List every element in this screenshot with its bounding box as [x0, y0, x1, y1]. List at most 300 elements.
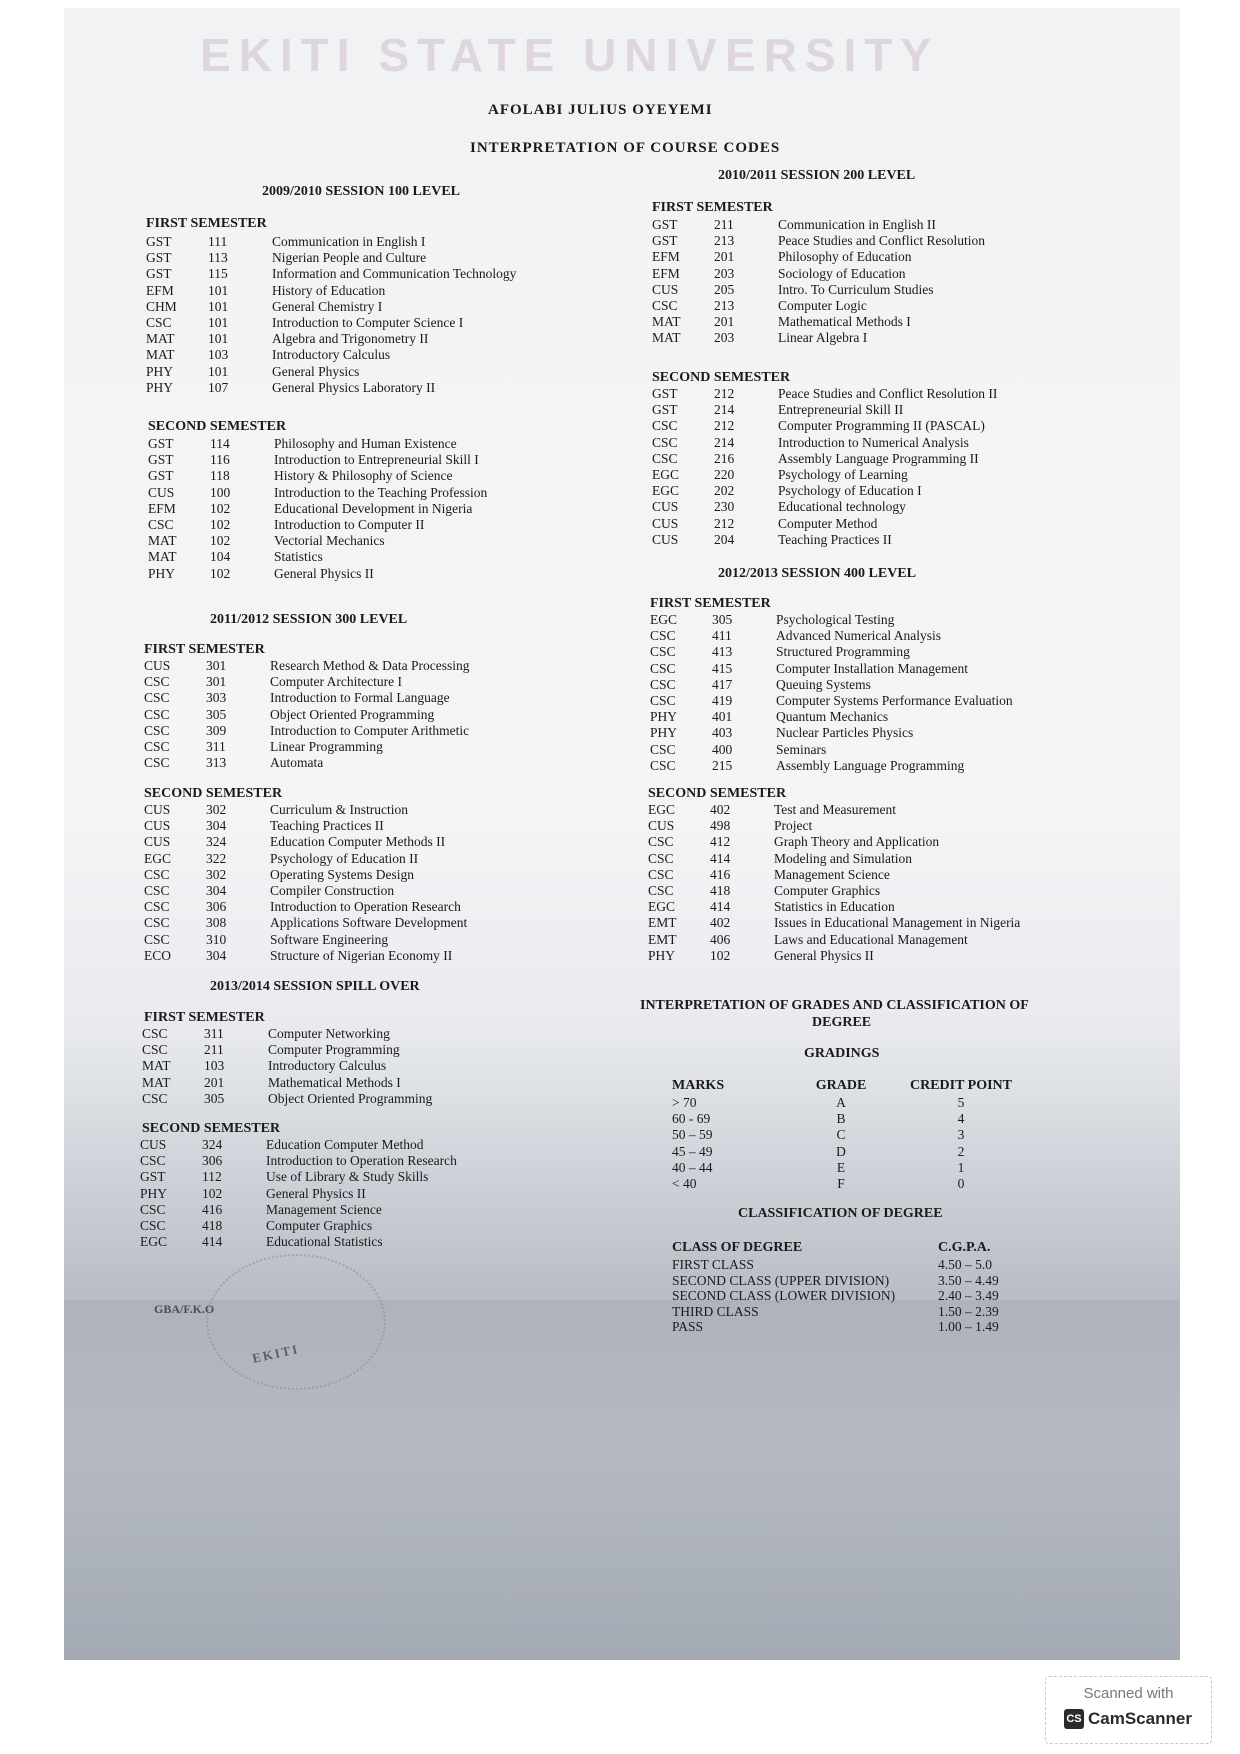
course-prefix: CSC	[144, 866, 170, 882]
course-number: 230	[714, 499, 735, 515]
course-prefix: CSC	[652, 434, 678, 450]
course-number: 324	[202, 1137, 223, 1152]
course-number: 414	[202, 1234, 223, 1250]
course-number: 308	[206, 915, 227, 931]
course-prefix: EFM	[652, 249, 680, 265]
s200-first-semester-label: FIRST SEMESTER	[652, 200, 773, 215]
course-row	[144, 674, 469, 690]
class-cell: SECOND CLASS (UPPER DIVISION)	[672, 1272, 890, 1288]
course-title: Educational Statistics	[266, 1234, 383, 1250]
course-title: Use of Library & Study Skills	[266, 1169, 429, 1185]
course-title: Computer Systems Performance Evaluation	[776, 693, 1013, 709]
spill-first-list	[142, 1026, 432, 1107]
course-prefix: PHY	[648, 947, 676, 963]
course-prefix: CSC	[144, 883, 170, 899]
course-title: Curriculum & Instruction	[270, 802, 408, 817]
course-number: 417	[712, 676, 733, 692]
course-number: 416	[202, 1201, 223, 1217]
course-row	[652, 233, 985, 249]
course-number: 322	[206, 850, 227, 866]
course-title: Introduction to Formal Language	[270, 690, 450, 706]
reference-initials: GBA/F.K.O	[154, 1302, 215, 1316]
course-row	[148, 468, 487, 484]
course-number: 402	[710, 915, 731, 931]
course-prefix: CSC	[652, 418, 678, 434]
course-row	[648, 883, 1020, 899]
classification-heading: CLASSIFICATION OF DEGREE	[738, 1206, 943, 1221]
camscanner-brand-text: CamScanner	[1088, 1709, 1192, 1728]
grade-cell: A	[836, 1095, 846, 1110]
course-row	[146, 315, 516, 331]
course-title: Management Science	[774, 866, 890, 882]
course-row	[652, 402, 997, 418]
grade-cell: B	[836, 1111, 846, 1127]
grade-row	[672, 1127, 1026, 1143]
course-title: Nuclear Particles Physics	[776, 725, 914, 741]
course-prefix: MAT	[146, 331, 175, 347]
grades-heading-line2: DEGREE	[812, 1015, 872, 1030]
course-prefix: MAT	[148, 549, 177, 565]
course-prefix: GST	[652, 233, 678, 249]
course-title: Object Oriented Programming	[268, 1090, 433, 1106]
course-title: Structured Programming	[776, 644, 910, 660]
course-prefix: ECO	[144, 947, 171, 963]
course-prefix: EGC	[650, 612, 677, 627]
course-title: Computer Architecture I	[270, 674, 402, 690]
course-row	[648, 899, 1020, 915]
marks-cell: > 70	[672, 1095, 697, 1110]
course-row	[648, 802, 1020, 818]
course-prefix: GST	[146, 234, 172, 249]
s100-first-semester-label: FIRST SEMESTER	[146, 216, 267, 231]
official-seal-stamp	[206, 1254, 386, 1390]
course-title: Introductory Calculus	[272, 347, 391, 363]
course-row	[650, 758, 1013, 774]
course-row	[142, 1042, 432, 1058]
session-300-title: 2011/2012 SESSION 300 LEVEL	[210, 612, 408, 627]
course-title: Psychology of Learning	[778, 467, 908, 483]
course-number: 201	[204, 1074, 225, 1090]
course-prefix: MAT	[142, 1058, 171, 1074]
course-row	[652, 314, 985, 330]
course-number: 113	[208, 250, 228, 266]
course-prefix: CSC	[144, 722, 170, 738]
course-number: 101	[208, 363, 229, 379]
course-number: 101	[208, 298, 229, 314]
course-row	[652, 298, 985, 314]
course-title: Statistics in Education	[774, 899, 895, 915]
page-heading: INTERPRETATION OF COURSE CODES	[470, 140, 781, 156]
course-prefix: CSC	[144, 674, 170, 690]
gradings-subheading: GRADINGS	[804, 1046, 880, 1061]
course-title: Computer Method	[778, 515, 878, 531]
course-number: 418	[710, 883, 731, 899]
course-prefix: EGC	[144, 850, 171, 866]
course-row	[140, 1234, 457, 1250]
course-title: Modeling and Simulation	[774, 850, 912, 866]
course-number: 304	[206, 818, 227, 834]
s400-first-list	[650, 612, 1013, 774]
course-number: 102	[210, 533, 231, 549]
course-row	[144, 707, 469, 723]
course-number: 304	[206, 947, 227, 963]
course-number: 102	[710, 947, 731, 963]
classification-row	[672, 1319, 999, 1335]
course-prefix: CSC	[650, 741, 676, 757]
course-row	[148, 501, 487, 517]
course-number: 306	[202, 1153, 223, 1169]
course-row	[648, 818, 1020, 834]
course-row	[140, 1169, 457, 1185]
col-cgpa: C.G.P.A.	[938, 1240, 991, 1255]
course-title: History of Education	[272, 282, 386, 298]
course-number: 102	[210, 565, 231, 581]
course-title: Assembly Language Programming II	[778, 450, 979, 466]
course-number: 220	[714, 467, 735, 483]
course-number: 204	[714, 531, 735, 547]
course-title: Intro. To Curriculum Studies	[778, 281, 934, 297]
course-title: Entrepreneurial Skill II	[778, 402, 904, 418]
course-title: Education Computer Method	[266, 1137, 424, 1152]
course-title: Compiler Construction	[270, 883, 395, 899]
course-prefix: PHY	[650, 725, 678, 741]
course-row	[144, 802, 467, 818]
course-row	[140, 1202, 457, 1218]
course-row	[650, 628, 1013, 644]
col-credit-point: CREDIT POINT	[909, 1078, 1013, 1093]
course-title: Nigerian People and Culture	[272, 250, 427, 266]
course-title: Introduction to the Teaching Profession	[274, 484, 488, 500]
course-prefix: CUS	[648, 818, 675, 834]
session-spill-title: 2013/2014 SESSION SPILL OVER	[210, 979, 420, 994]
course-row	[652, 266, 985, 282]
course-row	[144, 834, 467, 850]
course-number: 102	[202, 1185, 223, 1201]
course-prefix: CSC	[148, 517, 174, 533]
course-prefix: CSC	[140, 1201, 166, 1217]
course-prefix: CSC	[144, 899, 170, 915]
course-prefix: CUS	[148, 484, 175, 500]
course-title: General Physics II	[266, 1185, 366, 1201]
course-row	[144, 723, 469, 739]
course-row	[648, 851, 1020, 867]
course-prefix: CUS	[144, 658, 171, 673]
s100-second-list	[148, 436, 487, 582]
course-row	[144, 932, 467, 948]
watermark-banner: EKITI STATE UNIVERSITY	[200, 29, 940, 81]
course-row	[140, 1137, 457, 1153]
course-number: 104	[210, 549, 231, 565]
class-cell: THIRD CLASS	[672, 1303, 759, 1319]
course-number: 416	[710, 866, 731, 882]
marks-cell: 50 – 59	[672, 1127, 713, 1143]
course-title: Introduction to Computer II	[274, 517, 425, 533]
credit-point-cell: 1	[957, 1159, 965, 1175]
course-row	[144, 818, 467, 834]
course-row	[652, 516, 997, 532]
cgpa-cell: 2.40 – 3.49	[938, 1288, 999, 1303]
course-prefix: GST	[652, 402, 678, 418]
course-number: 118	[210, 468, 230, 484]
course-prefix: PHY	[148, 565, 176, 581]
course-title: Seminars	[776, 741, 827, 757]
course-title: Teaching Practices II	[778, 531, 892, 547]
course-row	[648, 915, 1020, 931]
course-number: 111	[208, 234, 228, 249]
course-number: 302	[206, 802, 227, 817]
course-number: 304	[206, 883, 227, 899]
s400-first-semester-label: FIRST SEMESTER	[650, 596, 771, 611]
marks-cell: 45 – 49	[672, 1143, 713, 1159]
course-row	[652, 418, 997, 434]
course-row	[144, 739, 469, 755]
course-title: Peace Studies and Conflict Resolution	[778, 233, 985, 249]
course-prefix: MAT	[146, 347, 175, 363]
course-title: Graph Theory and Application	[774, 834, 940, 850]
course-number: 401	[712, 709, 733, 725]
course-number: 115	[208, 266, 228, 282]
course-prefix: CSC	[652, 298, 678, 314]
course-title: Applications Software Development	[270, 915, 468, 931]
course-number: 101	[208, 315, 229, 331]
course-title: Linear Algebra I	[778, 330, 868, 346]
grade-cell: C	[836, 1127, 846, 1143]
credit-point-cell: 0	[957, 1176, 965, 1192]
course-prefix: EGC	[140, 1234, 167, 1250]
course-prefix: CUS	[144, 802, 171, 817]
course-title: Communication in English II	[778, 217, 936, 232]
course-prefix: CSC	[144, 755, 170, 771]
course-title: Psychology of Education I	[778, 483, 922, 499]
spill-second-semester-label: SECOND SEMESTER	[142, 1121, 281, 1136]
course-title: Introduction to Entrepreneurial Skill I	[274, 452, 479, 468]
course-prefix: EFM	[652, 265, 680, 281]
course-row	[146, 266, 516, 282]
course-prefix: GST	[148, 452, 174, 468]
cgpa-cell: 1.50 – 2.39	[938, 1303, 999, 1319]
course-prefix: MAT	[148, 533, 177, 549]
course-row	[146, 283, 516, 299]
course-number: 103	[208, 347, 229, 363]
course-row	[148, 549, 487, 565]
course-number: 412	[710, 834, 731, 850]
course-prefix: GST	[652, 386, 678, 401]
course-row	[648, 948, 1020, 964]
course-prefix: EFM	[146, 282, 174, 298]
course-number: 402	[710, 802, 731, 817]
course-row	[650, 742, 1013, 758]
course-title: Introductory Calculus	[268, 1058, 387, 1074]
course-number: 406	[710, 931, 731, 947]
course-row	[144, 851, 467, 867]
course-row	[652, 483, 997, 499]
s100-second-semester-label: SECOND SEMESTER	[148, 419, 287, 434]
course-row	[648, 834, 1020, 850]
s400-second-semester-label: SECOND SEMESTER	[648, 786, 787, 801]
course-number: 100	[210, 484, 231, 500]
course-prefix: EGC	[652, 467, 679, 483]
grades-table-header	[672, 1078, 1026, 1094]
class-cell: PASS	[672, 1319, 704, 1334]
course-row	[146, 380, 516, 396]
course-title: Computer Programming	[268, 1042, 400, 1058]
course-number: 419	[712, 693, 733, 709]
course-prefix: EGC	[648, 802, 675, 817]
course-title: Teaching Practices II	[270, 818, 384, 834]
course-title: Structure of Nigerian Economy II	[270, 947, 453, 963]
course-title: Queuing Systems	[776, 676, 871, 692]
course-number: 303	[206, 690, 227, 706]
course-title: Sociology of Education	[778, 265, 906, 281]
course-number: 216	[714, 450, 735, 466]
course-number: 313	[206, 755, 227, 771]
course-prefix: CSC	[146, 315, 172, 331]
course-number: 302	[206, 866, 227, 882]
course-row	[652, 249, 985, 265]
course-row	[140, 1186, 457, 1202]
course-title: Psychology of Education II	[270, 850, 419, 866]
course-prefix: PHY	[140, 1185, 168, 1201]
course-number: 103	[204, 1058, 225, 1074]
course-number: 415	[712, 660, 733, 676]
course-number: 211	[714, 217, 734, 232]
course-title: Computer Graphics	[774, 883, 881, 899]
credit-point-cell: 2	[957, 1143, 965, 1159]
course-title: Test and Measurement	[774, 802, 897, 817]
course-prefix: EGC	[648, 899, 675, 915]
course-prefix: GST	[140, 1169, 166, 1185]
course-title: General Physics	[272, 363, 360, 379]
credit-point-cell: 3	[957, 1127, 965, 1143]
course-prefix: CSC	[140, 1153, 166, 1169]
course-number: 215	[712, 757, 733, 773]
course-number: 203	[714, 330, 735, 346]
course-prefix: PHY	[146, 363, 174, 379]
spill-first-semester-label: FIRST SEMESTER	[144, 1010, 265, 1025]
course-row	[144, 899, 467, 915]
course-title: Project	[774, 818, 813, 834]
course-number: 498	[710, 818, 731, 834]
course-title: Introduction to Operation Research	[266, 1153, 457, 1169]
course-prefix: GST	[146, 266, 172, 282]
course-title: General Physics Laboratory II	[272, 379, 436, 395]
course-title: Management Science	[266, 1201, 382, 1217]
course-row	[142, 1091, 432, 1107]
course-title: Automata	[270, 755, 324, 771]
course-number: 400	[712, 741, 733, 757]
course-prefix: EMT	[648, 931, 677, 947]
classification-row	[672, 1273, 999, 1289]
course-row	[650, 612, 1013, 628]
course-row	[652, 282, 985, 298]
grade-row	[672, 1095, 1026, 1111]
scanned-with-text: Scanned with	[1083, 1685, 1174, 1702]
course-number: 211	[204, 1042, 224, 1058]
course-prefix: CSC	[142, 1042, 168, 1058]
course-title: Issues in Educational Management in Nigeria	[774, 915, 1021, 931]
course-row	[144, 883, 467, 899]
course-row	[144, 690, 469, 706]
course-title: Laws and Educational Management	[774, 931, 968, 947]
course-row	[148, 452, 487, 468]
course-title: Vectorial Mechanics	[274, 533, 385, 549]
s200-first-list	[652, 217, 985, 347]
course-number: 101	[208, 282, 229, 298]
course-number: 114	[210, 436, 230, 451]
course-row	[148, 436, 487, 452]
course-number: 305	[204, 1090, 225, 1106]
course-number: 403	[712, 725, 733, 741]
course-prefix: MAT	[652, 314, 681, 330]
s200-second-semester-label: SECOND SEMESTER	[652, 370, 791, 385]
session-400-title: 2012/2013 SESSION 400 LEVEL	[718, 566, 916, 581]
course-row	[144, 948, 467, 964]
course-prefix: GST	[146, 250, 172, 266]
course-number: 212	[714, 418, 735, 434]
course-row	[648, 867, 1020, 883]
course-prefix: CSC	[142, 1026, 168, 1041]
cgpa-cell: 4.50 – 5.0	[938, 1257, 992, 1272]
s300-second-list	[144, 802, 467, 964]
course-row	[142, 1058, 432, 1074]
camscanner-watermark	[1045, 1676, 1212, 1744]
course-title: Psychological Testing	[776, 612, 895, 627]
course-title: General Physics II	[274, 565, 374, 581]
course-row	[146, 299, 516, 315]
course-title: Communication in English I	[272, 234, 426, 249]
course-number: 414	[710, 850, 731, 866]
course-prefix: EGC	[652, 483, 679, 499]
course-title: Introduction to Numerical Analysis	[778, 434, 969, 450]
course-prefix: CSC	[144, 706, 170, 722]
course-prefix: CSC	[648, 850, 674, 866]
course-row	[148, 533, 487, 549]
student-name: AFOLABI JULIUS OYEYEMI	[488, 102, 713, 118]
course-number: 213	[714, 298, 735, 314]
classification-header	[672, 1240, 990, 1256]
grade-cell: F	[837, 1176, 845, 1192]
grades-table-body	[672, 1095, 1026, 1192]
course-row	[146, 331, 516, 347]
course-row	[146, 250, 516, 266]
course-prefix: CSC	[140, 1218, 166, 1234]
course-prefix: MAT	[142, 1074, 171, 1090]
course-prefix: CSC	[650, 757, 676, 773]
course-row	[650, 725, 1013, 741]
course-title: Algebra and Trigonometry II	[272, 331, 429, 347]
course-prefix: CSC	[650, 628, 676, 644]
course-row	[652, 499, 997, 515]
course-number: 212	[714, 386, 735, 401]
course-row	[650, 709, 1013, 725]
course-title: Advanced Numerical Analysis	[776, 628, 941, 644]
course-title: General Chemistry I	[272, 298, 383, 314]
course-prefix: GST	[148, 468, 174, 484]
course-prefix: CUS	[144, 818, 171, 834]
cgpa-cell: 1.00 – 1.49	[938, 1319, 999, 1334]
spill-second-list	[140, 1137, 457, 1250]
course-title: Computer Installation Management	[776, 660, 968, 676]
course-prefix: CUS	[140, 1137, 167, 1152]
course-row	[648, 932, 1020, 948]
course-prefix: CSC	[652, 450, 678, 466]
credit-point-cell: 5	[957, 1095, 965, 1110]
grade-row	[672, 1144, 1026, 1160]
marks-cell: 40 – 44	[672, 1159, 713, 1175]
s400-second-list	[648, 802, 1020, 964]
course-number: 311	[206, 739, 226, 755]
grade-cell: D	[836, 1143, 846, 1159]
